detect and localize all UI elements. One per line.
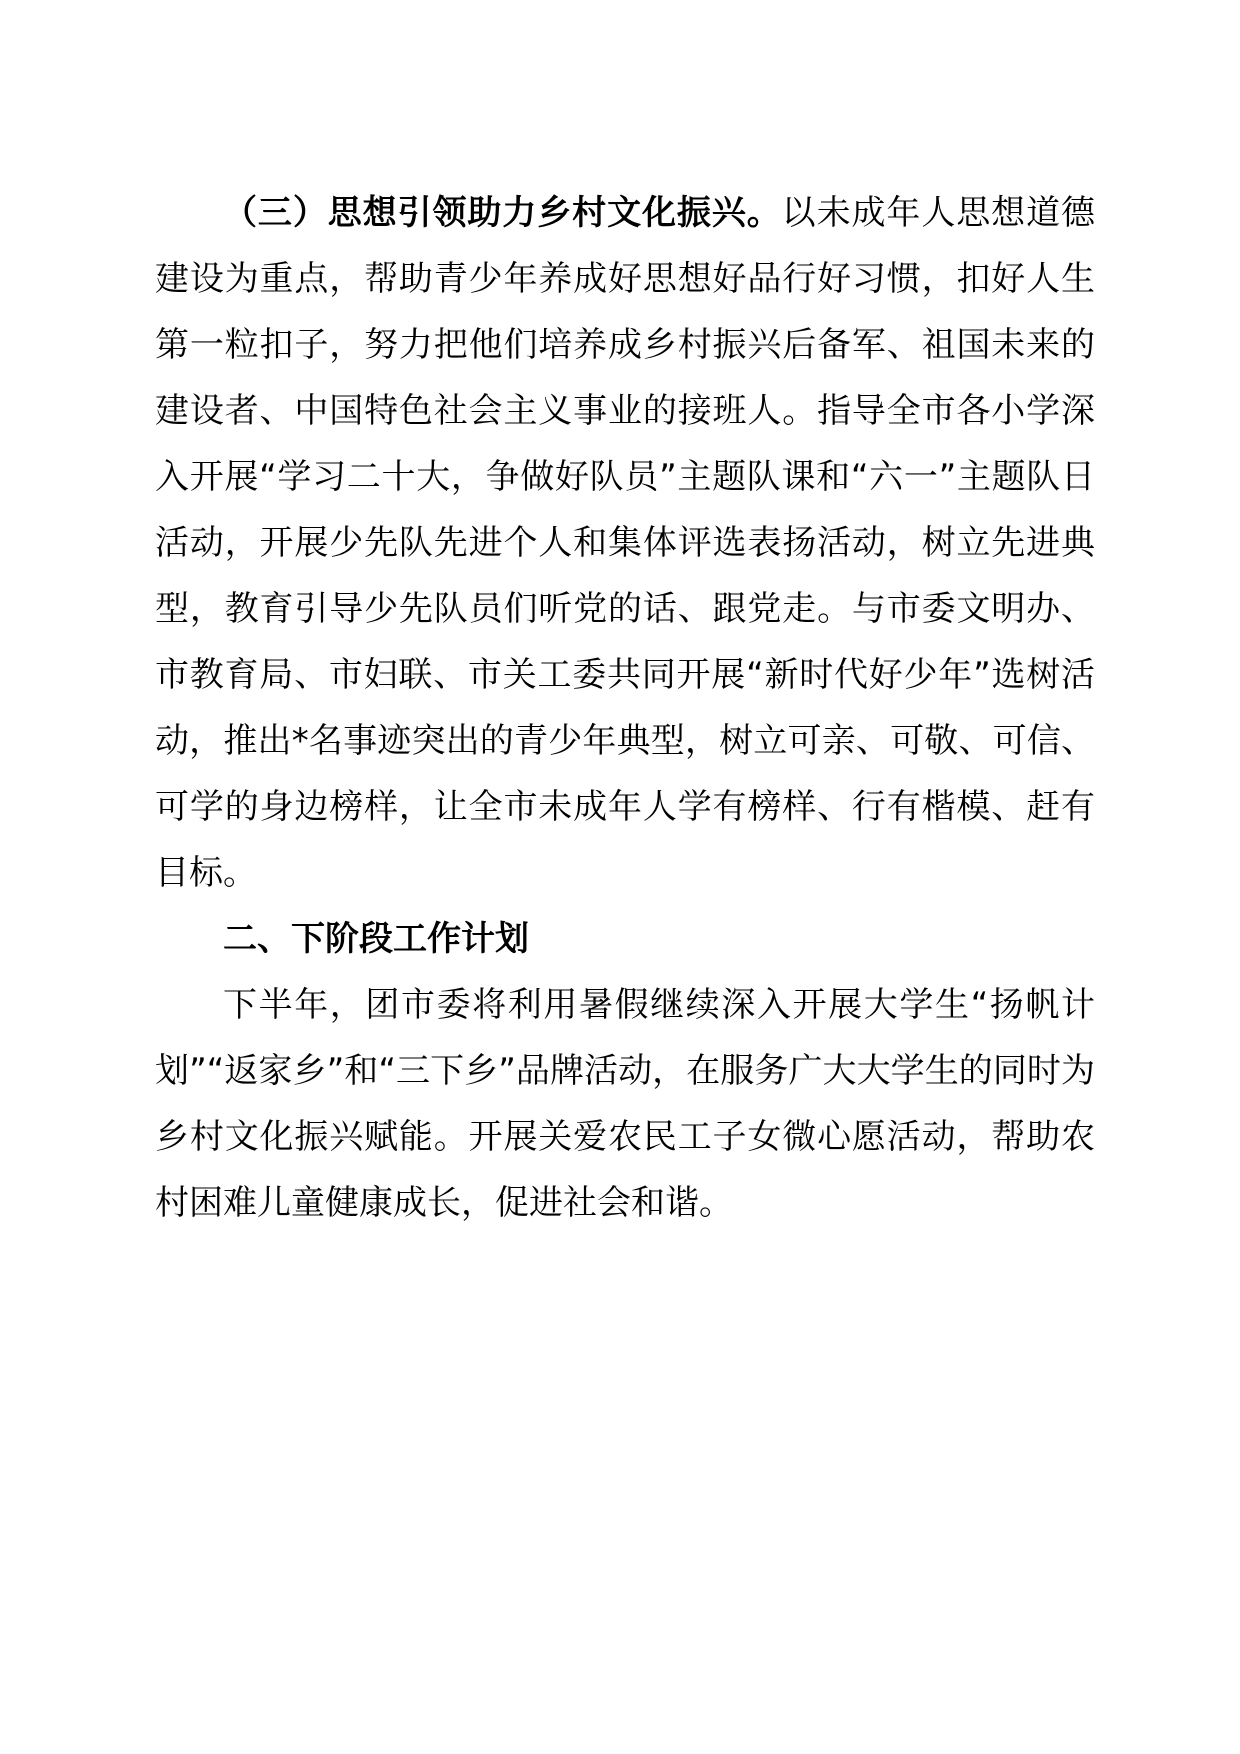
- section-three-paragraph: [155, 180, 1095, 906]
- section-two-paragraph: 下半年，团市委将利用暑假继续深入开展大学生“扬帆计划”“返家乡”和“三下乡”品牌活动，在服务广大大学生的同时为乡村文化振兴赋能。开展关爱农民工子女微心愿活动，帮助农村困难儿童健康成长，促进社会和谐。: [155, 985, 1095, 1223]
- section-three-lead: （三）思想引领助力乡村文化振兴。: [223, 193, 782, 233]
- document-body: [155, 180, 1095, 1236]
- section-two-heading: 二、下阶段工作计划: [223, 919, 529, 959]
- section-three-body: 以未成年人思想道德建设为重点，帮助青少年养成好思想好品行好习惯，扣好人生第一粒扣子，努力把他们培养成乡村振兴后备军、祖国未来的建设者、中国特色社会主义事业的接班人。指导全市各小学深入开展“学习二十大，争做好队员”主题队课和“六一”主题队日活动，开展少先队先进个人和集体评选表扬活动，树立先进典型，教育引导少先队员们听党的话、跟党走。与市委文明办、市教育局、市妇联、市关工委共同开展“新时代好少年”选树活动，推出*名事迹突出的青少年典型，树立可亲、可敬、可信、可学的身边榜样，让全市未成年人学有榜样、行有楷模、赶有目标。: [155, 193, 1096, 893]
